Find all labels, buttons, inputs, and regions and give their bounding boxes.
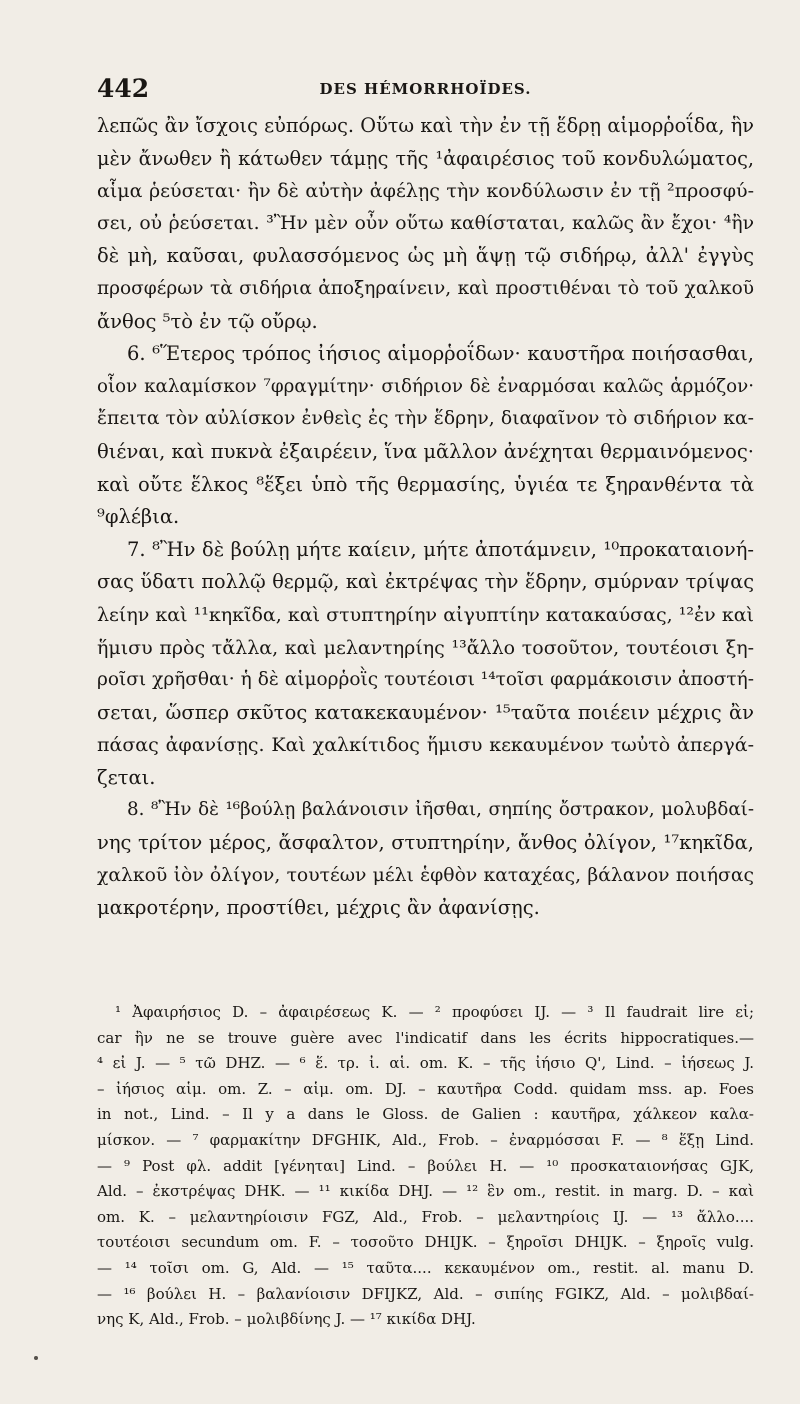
text-line: ἔπειτα τὸν αὐλίσκον ἐνθεὶς ἐς τὴν ἕδρην, διαφαῖνον τὸ σιδήριον κα- — [97, 408, 754, 430]
text-line: ζεται. — [97, 765, 156, 789]
text-line: χαλκοῦ ἰὸν ὀλίγον, τουτέων μέλι ἑφθὸν καταχέας, βάλανον ποιήσας — [97, 864, 754, 886]
page-header — [97, 70, 754, 110]
footnote-line: — ¹⁴ τοῖσι om. G, Ald. — ¹⁵ ταῦτα.... κεκαυμένον om., restit. al. manu D. — [97, 1258, 754, 1277]
footnote-line: ⁴ εἰ J. — ⁵ τῶ DHZ. — ⁶ ἕ. τρ. ἰ. αἱ. om. K. – τῆς ἰήσιο Q', Lind. – ἰήσεως J. — [97, 1054, 754, 1073]
running-title: DES HÉMORRHOÏDES. — [319, 80, 532, 98]
section-7-heading-line: 7. ⁸Ἢν δὲ βούλῃ μήτε καίειν, μήτε ἀποτάμνειν, ¹⁰προκαταιονή- — [127, 537, 754, 561]
footnote-line: car ἢν ne se trouve guère avec l'indicatif dans les écrits hippocratiques.— — [97, 1028, 754, 1047]
footnote-line: om. K. – μελαντηρίοισιν FGZ, Ald., Frob. – μελαντηρίοις IJ. — ¹³ ἄλλο.... — [97, 1207, 754, 1226]
text-line: ⁹φλέβια. — [97, 505, 180, 529]
text-line: ἥμισυ πρὸς τἄλλα, καὶ μελαντηρίης ¹³ἄλλο τοσοῦτον, τουτέοισι ξη- — [97, 636, 754, 659]
footnote-line: νης K, Ald., Frob. – μολιβδίνης J. — ¹⁷ κικίδα DHJ. — [97, 1310, 476, 1329]
footnote-line: — ¹⁶ βούλει H. – βαλανίοισιν DFIJKZ, Ald. – σιπίης FGIKZ, Ald. – μολιβδαί- — [97, 1284, 754, 1303]
text-line: σας ὕδατι πολλῷ θερμῷ, καὶ ἐκτρέψας τὴν ἕδρην, σμύρναν τρίψας — [97, 570, 754, 594]
page-number: 442 — [97, 74, 150, 103]
text-line: πάσας ἀφανίσῃς. Καὶ χαλκίτιδος ἥμισυ κεκαυμένον τωὐτὸ ἀπεργά- — [97, 734, 754, 757]
text-line: ἄνθος ⁵τὸ ἐν τῷ οὔρῳ. — [97, 309, 318, 333]
footnote-line: – ἰήσιος αἱμ. om. Z. – αἱμ. om. DJ. – καυτῆρα Codd. quidam mss. ap. Foes — [97, 1079, 754, 1098]
text-line: σεται, ὥσπερ σκῦτος κατακεκαυμένον· ¹⁵ταῦτα ποιέειν μέχρις ἂν — [97, 700, 754, 724]
text-line: αἷμα ῥεύσεται· ἢν δὲ αὐτὴν ἀφέλῃς τὴν κονδύλωσιν ἐν τῇ ²προσφύ- — [97, 180, 754, 203]
text-line: θιέναι, καὶ πυκνὰ ἐξαιρέειν, ἵνα μᾶλλον ἀνέχηται θερμαινόμενος· — [97, 439, 754, 463]
text-line: νης τρίτον μέρος, ἄσφαλτον, στυπτηρίην, ἄνθος ὀλίγον, ¹⁷κηκῖδα, — [97, 831, 754, 855]
text-line: μὲν ἄνωθεν ἢ κάτωθεν τάμῃς τῆς ¹ἀφαιρέσιος τοῦ κονδυλώματος, — [97, 146, 754, 170]
footnote-line: τουτέοισι secundum om. F. – τοσοῦτο DHIJK. – ξηροῖσι DHIJK. – ξηροῖς vulg. — [97, 1233, 754, 1252]
footnote-line: — ⁹ Post φλ. addit [γένηται] Lind. – βούλει H. — ¹⁰ προσκαταιονήσας GJK, — [97, 1156, 754, 1175]
section-6-heading-line: 6. ⁶Ἕτερος τρόπος ἰήσιος αἱμορῥοΐδων· καυστῆρα ποιήσασθαι, — [127, 342, 754, 366]
footnote-line: in not., Lind. – Il y a dans le Gloss. de Galien : καυτῆρα, χάλκεον καλα- — [97, 1105, 754, 1124]
text-line: οἷον καλαμίσκον ⁷φραγμίτην· σιδήριον δὲ ἐναρμόσαι καλῶς ἁρμόζον· — [97, 375, 754, 397]
ink-speck — [34, 1356, 38, 1360]
text-line: ροῖσι χρῆσθαι· ἡ δὲ αἱμορῥοῒς τουτέοισι ¹⁴τοῖσι φαρμάκοισιν ἀποστή- — [97, 669, 754, 691]
text-line: καὶ οὔτε ἕλκος ⁸ἕξει ὑπὸ τῆς θερμασίης, ὑγιέα τε ξηρανθέντα τὰ — [97, 472, 754, 496]
main-text — [97, 110, 754, 925]
text-line: προσφέρων τὰ σιδήρια ἀποξηραίνειν, καὶ προστιθέναι τὸ τοῦ χαλκοῦ — [97, 277, 754, 299]
footnote-line: ¹ Ἀφαιρήσιος D. – ἀφαιρέσεως K. — ² προφύσει IJ. — ³ Il faudrait lire εἰ; — [115, 1003, 754, 1021]
text-line: λεπῶς ἂν ἴσχοις εὐπόρως. Οὕτω καὶ τὴν ἐν τῇ ἕδρῃ αἱμορῥοΐδα, ἣν — [97, 114, 754, 137]
section-8-heading-line: 8. ⁸Ἢν δὲ ¹⁶βούλῃ βαλάνοισιν ἰῆσθαι, σηπίης ὄστρακον, μολυβδαί- — [127, 799, 754, 821]
text-line: δὲ μὴ, καῦσαι, φυλασσόμενος ὡς μὴ ἅψῃ τῷ σιδήρῳ, ἀλλ' ἐγγὺς — [97, 244, 754, 268]
text-line: λείην καὶ ¹¹κηκῖδα, καὶ στυπτηρίην αἰγυπτίην κατακαύσας, ¹²ἐν καὶ — [97, 603, 754, 626]
footnote-line: Ald. – ἐκστρέψας DHK. — ¹¹ κικίδα DHJ. — ¹² ἓν om., restit. in marg. D. – καὶ — [97, 1182, 754, 1201]
footnote-line: μίσκον. — ⁷ φαρμακίτην DFGHIK, Ald., Frob. – ἐναρμόσσαι F. — ⁸ ἕξῃ Lind. — [97, 1130, 754, 1149]
footnotes — [97, 1000, 754, 1333]
text-line: μακροτέρην, προστίθει, μέχρις ἂν ἀφανίσῃς. — [97, 896, 540, 920]
text-line: σει, οὐ ῥεύσεται. ³Ἢν μὲν οὖν οὕτω καθίσταται, καλῶς ἂν ἔχοι· ⁴ἢν — [97, 212, 754, 234]
